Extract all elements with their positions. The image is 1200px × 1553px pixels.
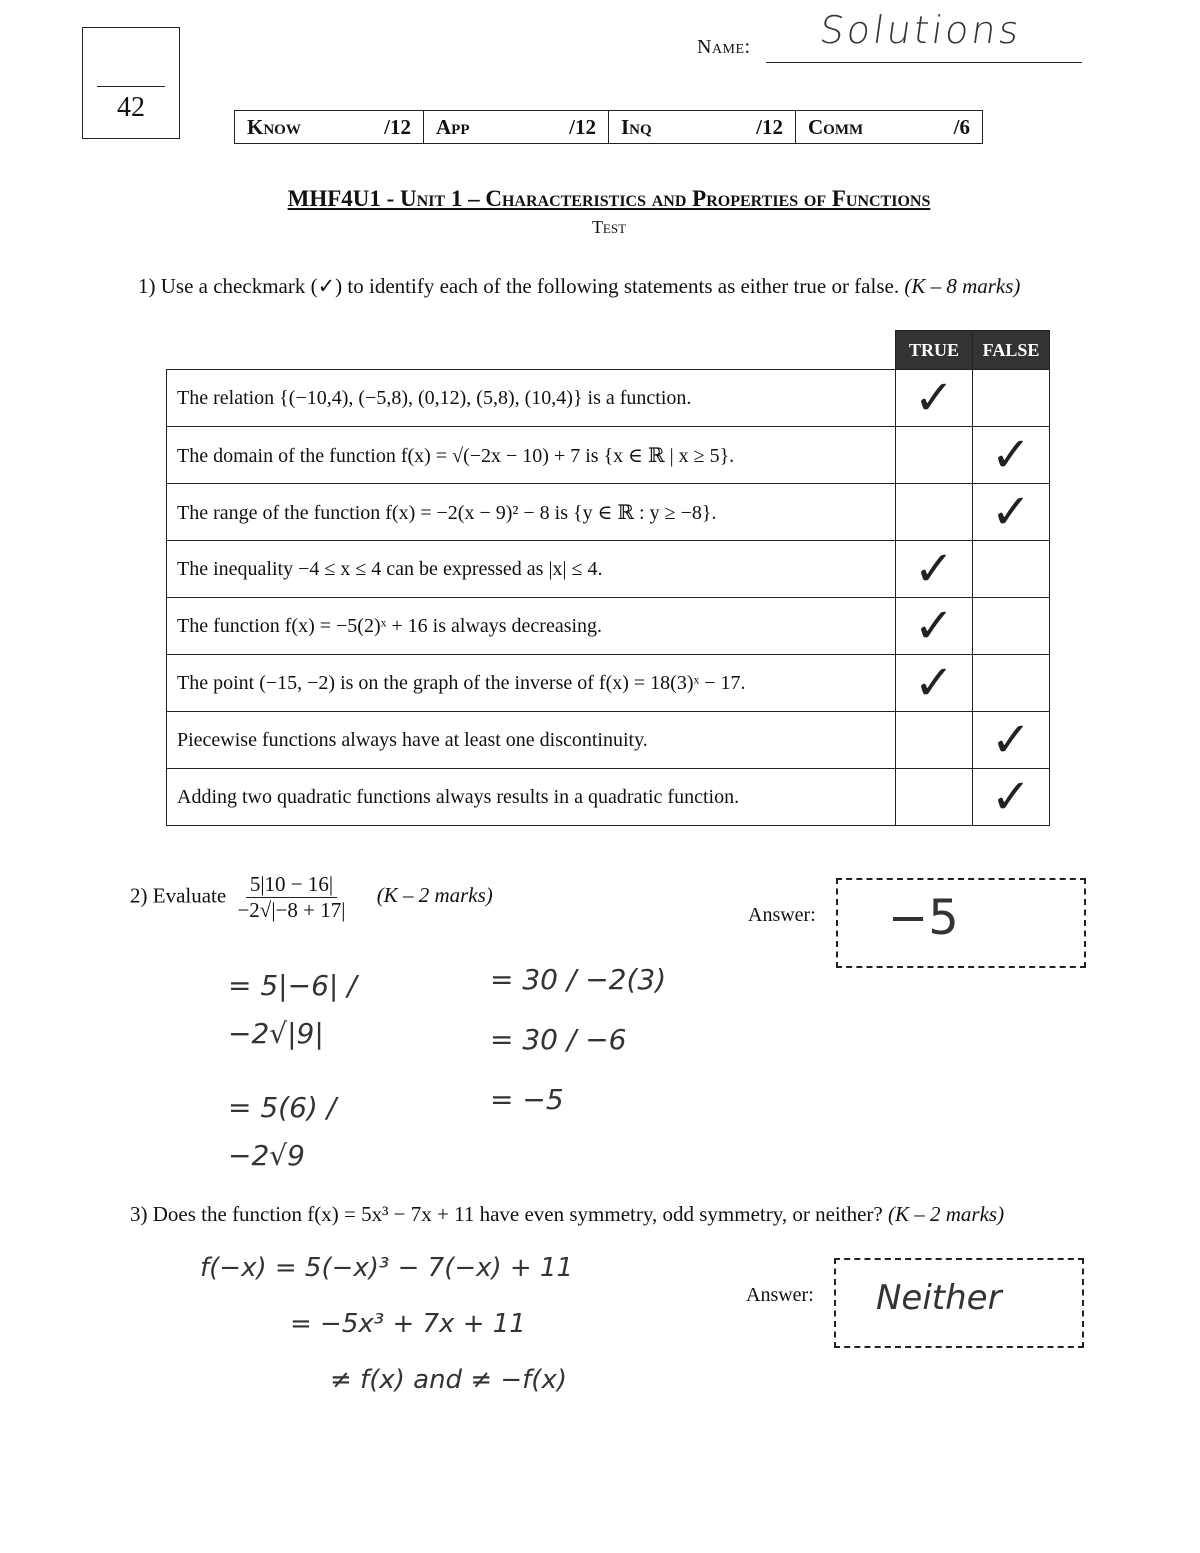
marks-know-label: Know	[247, 114, 301, 139]
name-line	[766, 62, 1082, 63]
table-header-row	[167, 331, 1050, 370]
q3-work-step: ≠ f(x) and ≠ −f(x)	[330, 1365, 567, 1395]
marks-comm	[796, 111, 982, 143]
checkmark-icon: ✓	[913, 598, 955, 654]
false-cell[interactable]	[973, 427, 1050, 484]
false-cell[interactable]	[973, 712, 1050, 769]
q2-expression	[237, 872, 345, 923]
checkmark-icon: ✓	[913, 541, 955, 597]
marks-inq	[609, 111, 796, 143]
marks-comm-outof: /6	[953, 114, 970, 139]
true-false-table	[166, 330, 1050, 826]
table-row	[167, 712, 1050, 769]
q1-marks: (K – 8 marks)	[904, 274, 1021, 298]
marks-know	[235, 111, 424, 143]
true-cell[interactable]	[896, 370, 973, 427]
marks-breakdown	[234, 110, 983, 144]
true-cell[interactable]	[896, 484, 973, 541]
q2-numerator: 5|10 − 16|	[246, 872, 337, 898]
q2-work-step: = 30 / −2(3)	[490, 963, 667, 996]
table-row	[167, 541, 1050, 598]
q3-text: Does the function f(x) = 5x³ − 7x + 11 have even symmetry, odd symmetry, or neither?	[152, 1202, 883, 1226]
name-value: Solutions	[816, 8, 1025, 52]
q3-work-step: = −5x³ + 7x + 11	[290, 1309, 526, 1339]
marks-app-label: App	[436, 114, 470, 139]
marks-comm-label: Comm	[808, 114, 864, 139]
q3-number: 3)	[130, 1202, 148, 1226]
false-cell[interactable]	[973, 655, 1050, 712]
statement-cell: The function f(x) = −5(2)ˣ + 16 is always decreasing.	[167, 598, 896, 655]
true-cell[interactable]	[896, 541, 973, 598]
statement-cell: The inequality −4 ≤ x ≤ 4 can be expressed as |x| ≤ 4.	[167, 541, 896, 598]
q2-answer: −5	[888, 890, 959, 946]
checkmark-icon: ✓	[990, 712, 1032, 768]
q1-prompt	[138, 274, 1128, 299]
true-cell[interactable]	[896, 598, 973, 655]
false-cell[interactable]	[973, 484, 1050, 541]
col-false-header: FALSE	[973, 331, 1050, 370]
q1-text: Use a checkmark (✓) to identify each of the following statements as either true or false.	[160, 274, 900, 298]
statement-cell: The domain of the function f(x) = √(−2x − 10) + 7 is {x ∈ ℝ | x ≥ 5}.	[167, 427, 896, 484]
page-title: MHF4U1 - Unit 1 – Characteristics and Properties of Functions	[287, 186, 931, 211]
q3-work-step: f(−x) = 5(−x)³ − 7(−x) + 11	[200, 1253, 574, 1283]
marks-app-outof: /12	[569, 114, 596, 139]
checkmark-icon: ✓	[913, 370, 955, 426]
statement-cell: The point (−15, −2) is on the graph of the inverse of f(x) = 18(3)ˣ − 17.	[167, 655, 896, 712]
checkmark-icon: ✓	[990, 769, 1032, 825]
statement-cell: The relation {(−10,4), (−5,8), (0,12), (5,8), (10,4)} is a function.	[167, 370, 896, 427]
table-row	[167, 769, 1050, 826]
q2-number: 2)	[130, 883, 148, 908]
table-body	[167, 370, 1050, 826]
page-subtitle: Test	[591, 217, 627, 237]
false-cell[interactable]	[973, 541, 1050, 598]
q2-answer-label: Answer:	[748, 904, 816, 926]
false-cell[interactable]	[973, 598, 1050, 655]
q2-text: Evaluate	[152, 883, 227, 908]
table-row	[167, 598, 1050, 655]
q3-answer-label: Answer:	[746, 1284, 814, 1306]
checkmark-icon: ✓	[990, 427, 1032, 483]
table-row	[167, 370, 1050, 427]
q2-work-step: = 5(6) / −2√9	[228, 1091, 337, 1172]
q3-answer: Neither	[876, 1278, 1002, 1318]
true-cell[interactable]	[896, 427, 973, 484]
statement-cell: Piecewise functions always have at least one discontinuity.	[167, 712, 896, 769]
q2-work-right	[490, 950, 750, 1130]
table-row	[167, 427, 1050, 484]
marks-app	[424, 111, 609, 143]
marks-inq-label: Inq	[621, 114, 652, 139]
q2-work-step: = 5|−6| / −2√|9|	[228, 969, 357, 1050]
q3-answer-box	[834, 1258, 1084, 1348]
q2-marks: (K – 2 marks)	[376, 883, 493, 908]
checkmark-icon: ✓	[913, 655, 955, 711]
col-true-header: TRUE	[896, 331, 973, 370]
marks-know-outof: /12	[384, 114, 411, 139]
q2-denominator: −2√|−8 + 17|	[237, 898, 346, 922]
statement-cell: The range of the function f(x) = −2(x − 9)² − 8 is {y ∈ ℝ : y ≥ −8}.	[167, 484, 896, 541]
q3-marks: (K – 2 marks)	[887, 1202, 1005, 1226]
q2-work-step: = 30 / −6	[490, 1023, 627, 1056]
q1-number: 1)	[138, 274, 156, 298]
true-cell[interactable]	[896, 655, 973, 712]
q2-prompt	[130, 872, 493, 923]
table-row	[167, 484, 1050, 541]
q2-work-step: = −5	[490, 1083, 564, 1116]
score-divider	[97, 86, 165, 87]
name-label: Name:	[697, 36, 751, 58]
q2-work-left	[228, 962, 398, 1180]
true-cell[interactable]	[896, 769, 973, 826]
false-cell[interactable]	[973, 769, 1050, 826]
checkmark-icon: ✓	[990, 484, 1032, 540]
marks-inq-outof: /12	[756, 114, 783, 139]
true-cell[interactable]	[896, 712, 973, 769]
statement-cell: Adding two quadratic functions always results in a quadratic function.	[167, 769, 896, 826]
q3-prompt	[130, 1202, 1130, 1227]
table-row	[167, 655, 1050, 712]
q3-work	[200, 1240, 573, 1408]
score-value: 42	[117, 92, 145, 123]
q2-answer-box	[836, 878, 1086, 968]
false-cell[interactable]	[973, 370, 1050, 427]
score-box	[82, 27, 180, 139]
